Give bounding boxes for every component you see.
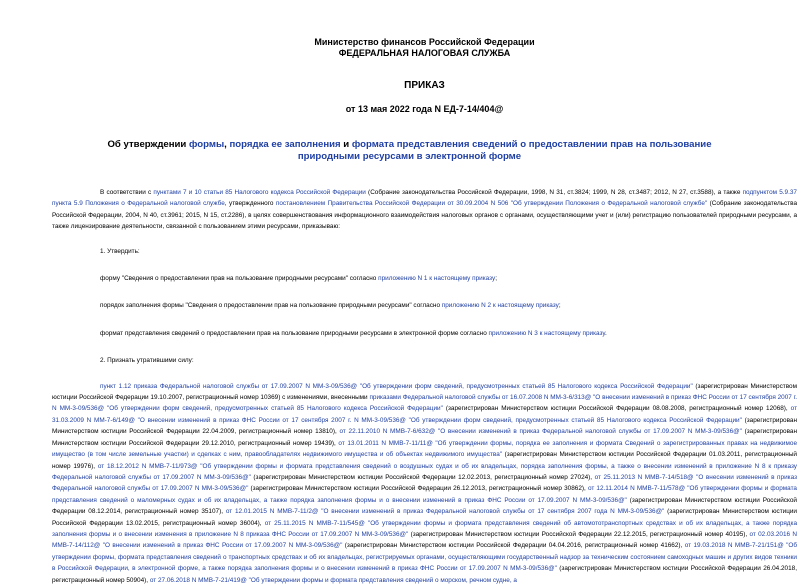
ministry-name: Министерство финансов Российской Федерации (314, 37, 535, 47)
repealed-link[interactable]: от 31.03.2009 N ММ-7-6/149@ "О внесении изменений в приказ ФНС России от 17 сентября 2007 г. N ММ-3-09/536@ "Об утверждении форм сведений, предусмотренных статьей 85 Налогового кодекса Российской Федерации" (52, 405, 798, 424)
document-body (52, 187, 797, 586)
document-page (52, 0, 797, 586)
repealed-text: (зарегистрирован Министерством юстиции Российской Федерации 08.08.2008, регистрационный номер 12068), (442, 405, 791, 413)
repealed-link[interactable]: от 25.11.2015 N ММВ-7-11/545@ "Об утверждении формы и формата представления сведений об автомототранспортных средствах и об их владельцах, а также порядка заполнения формы и о внесении изменения в приложение N 8 приказа ФНС России от 17.09.2007 N ММ-3-09/536@" (52, 519, 797, 538)
repealed-text: (зарегистрирован Министерством юстиции Российской Федерации 12.02.2013, регистрационный номер 27024), (250, 473, 595, 481)
title-link-format[interactable]: формата представления сведений о предоставлении прав на пользование природными ресурсами в электронной форме (297, 139, 712, 162)
title-link-form[interactable]: формы (189, 139, 225, 150)
repealed-link[interactable]: приказами Федеральной налоговой службы от 16.07.2008 N ММ-3-6/313@ "О внесении изменений в приказ ФНС России от 17 сентября 2007 г. N ММ-3-09/536@ "Об утверждении форм сведений, предусмотренных статьей 85 Налогового кодекса Российской Федерации" (52, 394, 797, 413)
repealed-text: (зарегистрирован Министерством юстиции Российской Федерации 22.04.2009, регистрационный номер 13810), (52, 416, 797, 436)
repealed-text: (зарегистрирован Министерством юстиции Российской Федерации 01.03.2011, регистрационный номер 19976), (52, 451, 797, 470)
repealed-text: (зарегистрирован Министерством юстиции Российской Федерации 22.12.2015, регистрационный номер 40195), (408, 530, 750, 538)
section-1-heading: 1. Утвердить: (100, 247, 140, 255)
item-text: порядок заполнения формы "Сведения о предоставлении прав на пользование природными ресурсами" согласно (100, 302, 442, 310)
repealed-text: (зарегистрирован Министерством юстиции Российской Федерации 26.04.2018, регистрационный номер 50904), (52, 565, 797, 584)
repealed-text: (зарегистрирован Министерством юстиции Российской Федерации 29.12.2010, регистрационный номер 19439), (52, 428, 797, 447)
document-date-number: от 13 мая 2022 года N ЕД-7-14/404@ (345, 104, 504, 114)
repealed-link[interactable]: от 19.03.2018 N ММВ-7-21/151@ "Об утверждении формы, формата представления сведений о транспортных средствах и об их владельцах, регистрируемых органами, осуществляющими государственный надзор за техническим состоянием самоходных машин и других видов техники в Российской Федерации, в электронной форме, а также порядка заполнения формы и о внесении изменений в приказ ФНС России от 17.09.2007 N ММ-3-09/536@" (52, 542, 797, 573)
repealed-text: (зарегистрирован Министерством юстиции Российской Федерации 19.10.2007, регистрационный номер 10369) с изменениями, внесенными (52, 382, 797, 402)
repealed-link[interactable]: от 12.01.2015 N ММВ-7-11/2@ "О внесении изменений в приказ Федеральной налоговой службы от 17 сентября 2007 года N ММ-3-09/536@" (225, 508, 665, 516)
preamble-text: , утвержденного (224, 200, 276, 208)
item-text: формат представления сведений о предоставлении прав на пользование природными ресурсами в электронной форме согласно (100, 329, 489, 337)
repealed-link[interactable]: от 02.03.2016 N ММВ-7-14/112@ "О внесении изменений в приказ ФНС России от 17.09.2007 N ММ-3-09/536@" (52, 530, 798, 550)
repealed-text: (зарегистрирован Министерством юстиции Российской Федерации 04.04.2016, регистрационный номер 41662), (342, 542, 685, 550)
repealed-link[interactable]: от 13.01.2011 N ММВ-7-11/11@ "Об утверждении формы, порядка ее заполнения и формата Сведений о зарегистрированных правах на недвижимое имущество (в том числе земельные участки) и сделках с ним, правообладателях недвижимого имущества и об объектах недвижимого имущества" (52, 439, 797, 459)
item-text: ; (558, 302, 561, 310)
section-1-item-3 (52, 328, 797, 339)
title-link-procedure[interactable]: порядка ее заполнения (229, 139, 341, 150)
appendix-2-link[interactable]: приложению N 2 к настоящему приказу (441, 302, 559, 310)
repealed-link[interactable]: от 22.11.2010 N ММВ-7-6/632@ "О внесении изменений в приказ Федеральной налоговой службы от 17.09.2007 N ММ-3-09/536@" (339, 428, 742, 436)
repealed-text: (зарегистрирован Министерством юстиции Российской Федерации 13.02.2015, регистрационный номер 36004), (52, 508, 797, 527)
item-text: ; (495, 275, 497, 283)
section-1-item-2 (52, 300, 797, 311)
title-text: , (224, 139, 230, 150)
repealed-link[interactable]: пункт 1.12 приказа Федеральной налоговой службы от 17.09.2007 N ММ-3-09/536@ "Об утверждении форм сведений, предусмотренных статьей 85 Налогового кодекса Российской Федерации" (100, 382, 693, 390)
repealed-text: (зарегистрирован Министерством юстиции Российской Федерации 08.12.2014, регистрационный номер 35107), (52, 496, 797, 516)
document-type: ПРИКАЗ (404, 80, 445, 91)
preamble-link-tax-code[interactable]: пунктами 7 и 10 статьи 85 Налогового кодекса Российской Федерации (153, 189, 366, 196)
appendix-3-link[interactable]: приложению N 3 к настоящему приказу (488, 329, 605, 337)
preamble-text: (Собрание законодательства Российской Федерации, 1998, N 31, ст.3824; 1999, N 28, ст.3487; 2012, N 27, ст.3588), а также (365, 189, 743, 196)
appendix-1-link[interactable]: приложению N 1 к настоящему приказу (378, 275, 496, 283)
section-2-heading: 2. Признать утратившими силу: (100, 357, 194, 365)
repealed-link[interactable]: от 18.12.2012 N ММВ-7-11/973@ "Об утверждении формы и формата представления сведений о воздушных судах и об их владельцах, порядка заполнения формы, а также о внесении изменений в приложение N 8 к приказу Федеральной налоговой службы от 17.09.2007 N ММ-3-09/536@" (52, 462, 798, 481)
document-title (82, 139, 737, 163)
preamble-paragraph (52, 187, 797, 233)
preamble-text: (Собрание законодательства Российской Федерации, 2004, N 40, ст.3961; 2015, N 15, ст.2286), в целях совершенствования информационного взаимодействия налоговых органов с органами, осуществляющими учет и (или) регистрацию пользователей природными ресурсами, а также лицензирование деятельности, связанной с пользованием этими ресурсами, приказываю: (52, 200, 797, 231)
preamble-link-regulation[interactable]: подпунктом 5.9.37 пункта 5.9 Положения о Федеральной налоговой службе (52, 189, 797, 208)
repealed-text: (зарегистрирован Министерством юстиции Российской Федерации 26.12.2013, регистрационный номер 30862), (248, 485, 588, 493)
preamble-text: В соответствии с (100, 189, 154, 196)
repealed-link[interactable]: от 25.11.2013 N ММВ-7-14/518@ "О внесении изменений в приказ Федеральной налоговой службы от 17.09.2007 N ММ-3-09/536@" (52, 473, 797, 493)
item-text: . (604, 329, 607, 337)
preamble-link-resolution[interactable]: постановлением Правительства Российской Федерации от 30.09.2004 N 506 "Об утверждении Положения о Федеральной налоговой службе" (275, 200, 708, 208)
service-name: ФЕДЕРАЛЬНАЯ НАЛОГОВАЯ СЛУЖБА (338, 48, 511, 58)
repealed-link[interactable]: от 12.11.2014 N ММВ-7-11/578@ "Об утверждении формы и формата представления сведений о маломерных судах и об их владельцах, а также порядка заполнения формы и о внесении изменений в приказ ФНС России от 17.09.2007 N ММ-3-09/536@" (52, 485, 797, 504)
repealed-link[interactable]: от 27.06.2018 N ММВ-7-21/419@ "Об утверждении формы и формата представления сведений о морском, речном судне, а (149, 576, 517, 584)
item-text: форму "Сведения о предоставлении прав на пользование природными ресурсами" согласно (100, 275, 379, 283)
title-text: и (340, 139, 352, 150)
section-1-item-1 (52, 273, 797, 284)
title-text: Об утверждении (107, 139, 189, 150)
section-2-repealed-list (52, 381, 797, 586)
